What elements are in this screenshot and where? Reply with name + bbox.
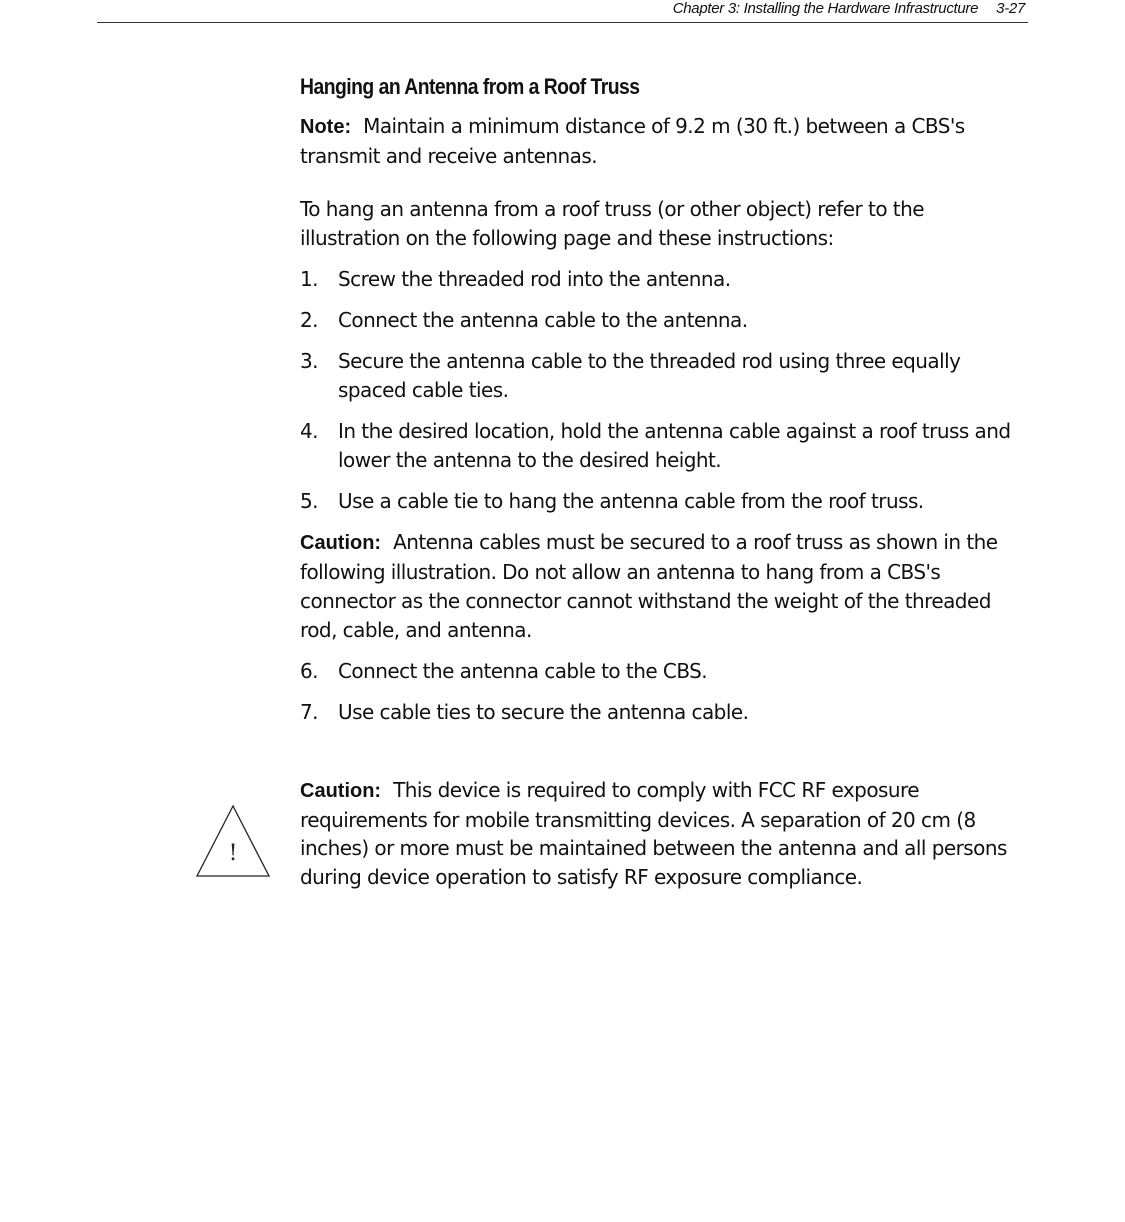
note-label: Note: (300, 116, 352, 138)
note-paragraph (300, 112, 1025, 171)
rf-caution-label: Caution: (300, 780, 382, 802)
step-text: Secure the antenna cable to the threaded rod using three equally spaced cable ties. (338, 349, 961, 402)
step-item (300, 265, 1025, 294)
running-header (97, 0, 1028, 23)
exclamation-mark: ! (228, 841, 238, 866)
steps-list-1 (300, 265, 1025, 516)
step-item (300, 347, 1025, 405)
caution-text: Antenna cables must be secured to a roof truss as shown in the following illustration. Do not allow an antenna to hang from a CBS's connector as the connector cannot withstand the weight of the threaded rod, cable, and antenna. (300, 530, 998, 642)
step-text: Use a cable tie to hang the antenna cable from the roof truss. (338, 489, 924, 513)
step-item (300, 657, 1025, 686)
rf-caution-text: This device is required to comply with FCC RF exposure requirements for mobile transmitting devices. A separation of 20 cm (8 inches) or more must be maintained between the antenna and all persons during device operation to satisfy RF exposure compliance. (300, 778, 1007, 889)
chapter-title: Chapter 3: Installing the Hardware Infrastructure (672, 0, 979, 17)
step-text: In the desired location, hold the antenna cable against a roof truss and lower the antenna to the desired height. (338, 419, 1011, 472)
step-number: 3. (300, 349, 318, 373)
intro-paragraph: To hang an antenna from a roof truss (or other object) refer to the illustration on the following page and these instructions: (300, 197, 924, 250)
caution-label: Caution: (300, 532, 382, 554)
main-content (300, 72, 1025, 739)
step-number: 1. (300, 267, 318, 291)
step-item (300, 487, 1025, 516)
header-text (673, 0, 1025, 17)
warning-triangle-icon (196, 805, 270, 879)
step-number: 4. (300, 419, 318, 443)
section-title: Hanging an Antenna from a Roof Truss (300, 74, 640, 99)
step-item (300, 306, 1025, 335)
step-item (300, 417, 1025, 475)
step-text: Connect the antenna cable to the antenna. (338, 308, 748, 332)
step-text: Screw the threaded rod into the antenna. (338, 267, 731, 291)
page-number: 3-27 (996, 0, 1025, 17)
step-number: 5. (300, 489, 318, 513)
step-number: 7. (300, 700, 318, 724)
note-text: Maintain a minimum distance of 9.2 m (30 ft.) between a CBS's transmit and receive antennas. (300, 114, 965, 168)
step-text: Connect the antenna cable to the CBS. (338, 659, 708, 683)
steps-list-2 (300, 657, 1025, 727)
step-item (300, 698, 1025, 727)
caution-paragraph (300, 528, 1025, 645)
step-text: Use cable ties to secure the antenna cable. (338, 700, 749, 724)
step-number: 2. (300, 308, 318, 332)
rf-exposure-caution (300, 776, 1030, 891)
step-number: 6. (300, 659, 318, 683)
